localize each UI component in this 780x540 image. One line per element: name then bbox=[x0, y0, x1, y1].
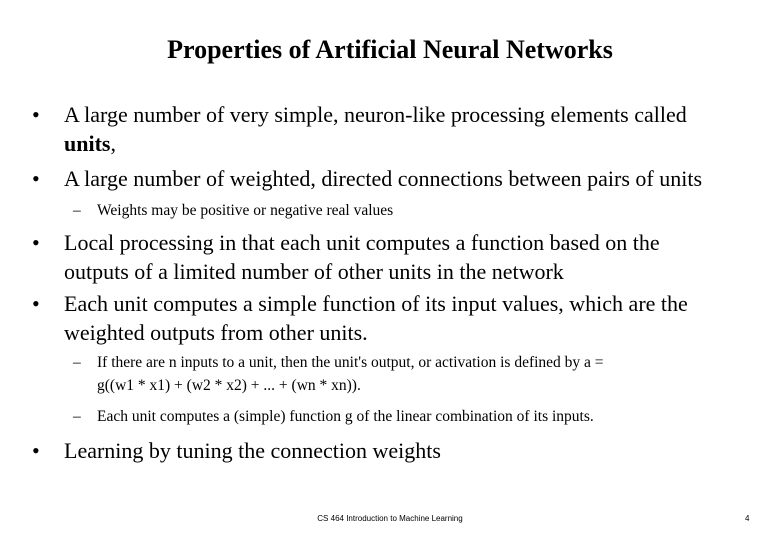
bullet-text-line: Local processing in that each unit computes a function based on the bbox=[64, 230, 660, 255]
sub-bullet-item bbox=[73, 351, 763, 397]
bullet-item bbox=[32, 164, 772, 193]
bullet-marker: • bbox=[32, 230, 40, 255]
bullet-marker: • bbox=[32, 102, 40, 127]
bullet-marker: • bbox=[32, 438, 40, 463]
bullet-text-line: outputs of a limited number of other units in the network bbox=[64, 259, 564, 284]
bullet-text-fragment: , bbox=[110, 131, 116, 156]
bullet-text-line: Learning by tuning the connection weights bbox=[64, 438, 441, 463]
bold-term: units bbox=[64, 131, 111, 156]
bullet-item bbox=[32, 228, 772, 286]
footer-page-number: 4 bbox=[745, 514, 750, 523]
sub-bullet-text: Weights may be positive or negative real values bbox=[97, 202, 394, 219]
bullet-text-line: A large number of very simple, neuron-like processing elements called bbox=[64, 102, 687, 127]
sub-bullet-marker: – bbox=[73, 354, 81, 371]
sub-bullet-text-line: If there are n inputs to a unit, then the unit's output, or activation is defined by a = bbox=[97, 354, 604, 371]
bullet-text-line bbox=[64, 129, 772, 158]
sub-bullet-text-line: g((w1 * x1) + (w2 * x2) + ... + (wn * xn)). bbox=[97, 377, 361, 394]
bullet-marker: • bbox=[32, 291, 40, 316]
sub-bullet-item bbox=[73, 199, 763, 222]
bullet-text-line: A large number of weighted, directed connections between pairs of units bbox=[64, 166, 703, 191]
footer-course-name: CS 464 Introduction to Machine Learning bbox=[317, 514, 463, 523]
bullet-item bbox=[32, 436, 772, 465]
slide-title: Properties of Artificial Neural Networks bbox=[167, 35, 613, 64]
bullet-text-line: weighted outputs from other units. bbox=[64, 320, 368, 345]
bullet-text-line: Each unit computes a simple function of its input values, which are the bbox=[64, 291, 688, 316]
bullet-item bbox=[32, 100, 772, 158]
sub-bullet-marker: – bbox=[73, 202, 81, 219]
sub-bullet-marker: – bbox=[73, 408, 81, 425]
sub-bullet-item bbox=[73, 405, 763, 428]
sub-bullet-text: Each unit computes a (simple) function g of the linear combination of its inputs. bbox=[97, 408, 594, 425]
bullet-item bbox=[32, 289, 772, 347]
bullet-marker: • bbox=[32, 166, 40, 191]
